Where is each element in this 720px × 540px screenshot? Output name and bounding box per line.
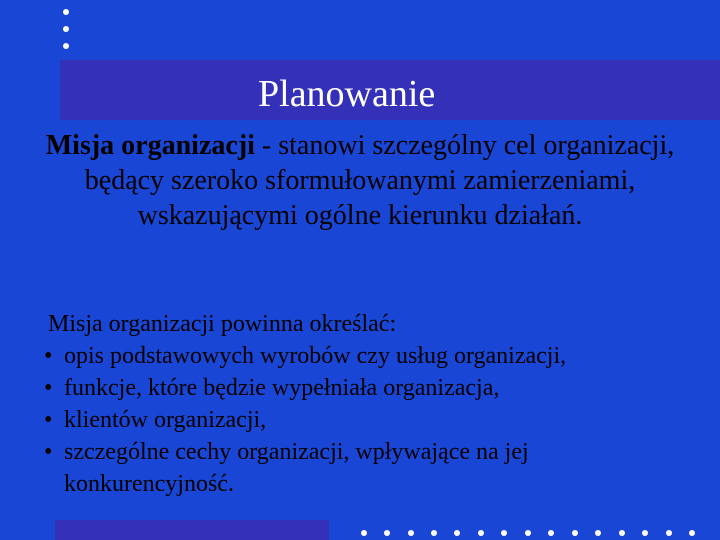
bullet-icon: •	[44, 375, 53, 401]
list-item-text: klientów organizacji,	[64, 407, 267, 433]
bullet-icon: •	[44, 343, 53, 369]
decorative-dot	[478, 530, 484, 536]
decorative-dot	[548, 530, 554, 536]
bullet-list	[44, 340, 684, 500]
decorative-dot	[63, 43, 69, 49]
list-item-text: opis podstawowych wyrobów czy usług organizacji,	[64, 343, 567, 369]
decorative-dot	[384, 530, 390, 536]
list-item-text: szczególne cechy organizacji, wpływające na jej konkurencyjność.	[64, 439, 529, 497]
definition-paragraph	[40, 128, 680, 233]
definition-separator: -	[254, 130, 279, 161]
decorative-dot	[595, 530, 601, 536]
slide-title: Planowanie	[258, 73, 436, 115]
decorative-dot	[408, 530, 414, 536]
decorative-dot	[525, 530, 531, 536]
bottom-band	[55, 520, 329, 540]
decorative-dot	[666, 530, 672, 536]
decorative-dot	[63, 26, 69, 32]
list-intro: Misja organizacji powinna określać:	[48, 311, 397, 337]
definition-term: Misja organizacji	[45, 130, 255, 161]
decorative-dot	[572, 530, 578, 536]
bullet-icon: •	[44, 439, 53, 465]
list-item	[44, 340, 684, 372]
list-item	[44, 404, 684, 436]
list-item	[44, 372, 684, 404]
bullet-icon: •	[44, 407, 53, 433]
list-item-text: funkcje, które będzie wypełniała organizacja,	[64, 375, 500, 401]
decorative-dot	[63, 9, 69, 15]
decorative-dot	[454, 530, 460, 536]
definition-text: stanowi szczególny cel organizacji, będący szeroko sformułowanymi zamierzeniami, wskazującymi ogólne kierunku działań.	[84, 130, 675, 231]
decorative-dot	[689, 530, 695, 536]
decorative-dot	[501, 530, 507, 536]
decorative-dot	[431, 530, 437, 536]
decorative-dot	[619, 530, 625, 536]
decorative-dot	[642, 530, 648, 536]
list-item	[44, 436, 684, 500]
decorative-dot	[361, 530, 367, 536]
